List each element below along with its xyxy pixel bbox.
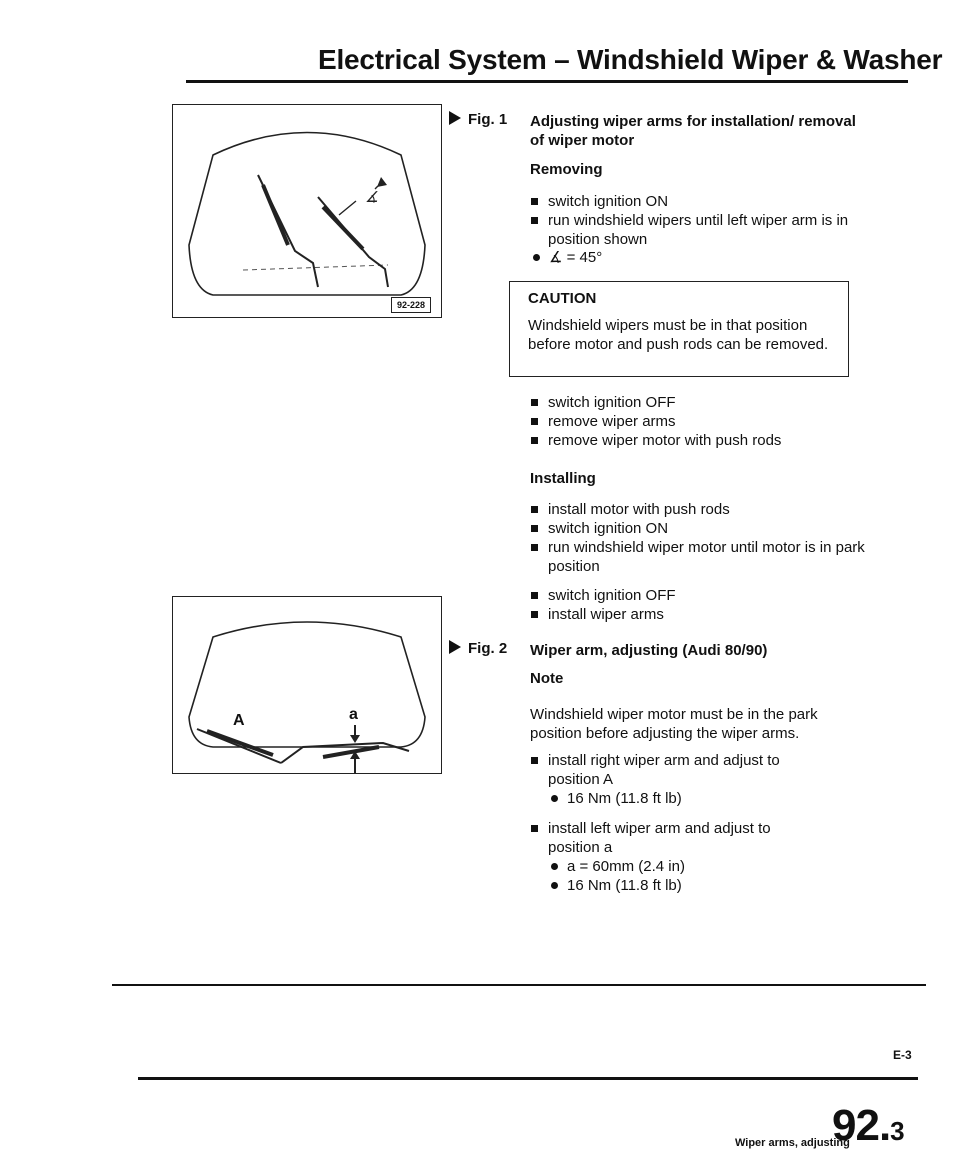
pointer-arrow-icon [449,111,461,125]
fig2-right-torque [549,789,682,808]
page-title: Electrical System – Windshield Wiper & Washer [318,44,943,75]
fig2-tag [449,640,507,657]
caution-body: Windshield wipers must be in that position before motor and push rods can be removed. [528,317,829,353]
label-a: a [349,706,358,723]
caution-title: CAUTION [528,290,597,307]
fig1-illustration [172,104,442,318]
header-rule [186,80,908,83]
removing-steps-2 [530,393,870,450]
note-body: Windshield wiper motor must be in the park position before adjusting the wiper arms. [530,706,818,742]
fig1-heading: Adjusting wiper arms for installation/ removal of wiper motor [530,113,856,149]
pointer-arrow-icon [449,640,461,654]
section-number-sub: 3 [890,1116,904,1146]
list-item: run windshield wiper motor until motor is in park position [530,538,870,576]
fig2-steps-left [530,819,820,857]
fig2-left-specs [549,857,685,895]
footer-rule-thin [112,984,926,986]
removing-steps [530,192,870,249]
label-A: A [233,712,245,729]
footer-rule-thick [138,1077,918,1080]
installing-title: Installing [530,470,596,487]
list-item: 16 Nm (11.8 ft lb) [549,876,685,895]
installing-steps [530,500,870,576]
list-item: 16 Nm (11.8 ft lb) [549,789,682,808]
fig2-tag-text: Fig. 2 [468,640,508,657]
caution-box [509,281,849,377]
windshield-wiper-diagram-1 [173,105,441,317]
fig1-image-label: 92-228 [391,297,431,313]
list-item: a = 60mm (2.4 in) [549,857,685,876]
list-item: run windshield wipers until left wiper arm is in position shown [530,211,870,249]
list-item: switch ignition OFF [530,586,870,605]
angle-symbol: ∡ [365,188,379,206]
list-item: remove wiper motor with push rods [530,431,870,450]
fig2-heading: Wiper arm, adjusting (Audi 80/90) [530,642,768,659]
angle-note [531,248,602,267]
list-item: ∡ = 45° [531,248,602,267]
fig2-steps-right [530,751,830,789]
windshield-wiper-diagram-2 [173,597,441,773]
list-item: switch ignition ON [530,519,870,538]
note-title: Note [530,670,564,687]
section-number [832,1101,904,1151]
list-item: install wiper arms [530,605,870,624]
list-item: install motor with push rods [530,500,870,519]
removing-title: Removing [530,161,603,178]
list-item: install right wiper arm and adjust to position A [530,751,830,789]
list-item: switch ignition OFF [530,393,870,412]
section-number-main: 92. [832,1101,891,1150]
fig1-tag-text: Fig. 1 [468,111,508,128]
fig1-tag [449,111,507,128]
section-label: Wiper arms, adjusting [735,1137,850,1149]
installing-steps-2 [530,586,870,624]
fig2-illustration [172,596,442,774]
list-item: install left wiper arm and adjust to position a [530,819,820,857]
page-code: E-3 [893,1048,912,1062]
list-item: switch ignition ON [530,192,870,211]
list-item: remove wiper arms [530,412,870,431]
